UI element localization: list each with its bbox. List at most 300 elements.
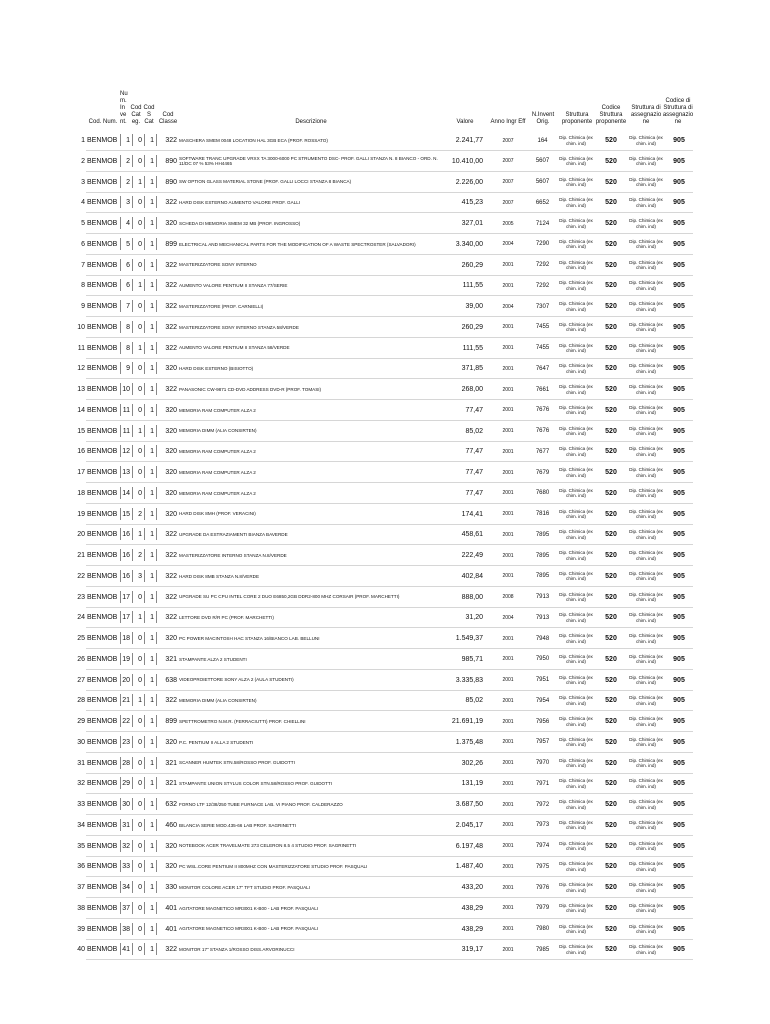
codice-struttura-cell: 520 <box>605 489 617 497</box>
struttura-assegnazione-cell: Dip. Chimica (ex chim. ind) <box>629 674 663 685</box>
codice-assegnazione-cell: 905 <box>673 344 685 352</box>
n-invent-orig-cell: 7661 <box>535 386 550 393</box>
cell-border <box>156 902 157 914</box>
cell-border <box>120 611 121 623</box>
codice-assegnazione-cell: 905 <box>673 303 685 310</box>
cod-classe-cell: 320 <box>165 489 177 497</box>
codice-assegnazione-cell: 905 <box>673 323 685 331</box>
row-number: 30 <box>77 738 85 746</box>
cod-sottocategoria-cell: 1 <box>150 821 154 829</box>
struttura-assegnazione-cell: Dip. Chimica (ex chim. ind) <box>629 819 663 831</box>
cell-border <box>156 881 157 893</box>
cell-border <box>120 383 121 395</box>
struttura-assegnazione-cell: Dip. Chimica (ex chim. ind) <box>629 197 663 208</box>
row-number: 23 <box>77 593 85 601</box>
cell-border <box>156 777 157 789</box>
cell-border <box>144 674 145 686</box>
valore-cell: 2.045,17 <box>455 821 483 829</box>
cell-border <box>120 674 121 686</box>
struttura-proponente-cell: Dip. Chimica (ex chim. ind) <box>559 301 593 312</box>
num-inventario-cell: 16 <box>122 572 130 580</box>
valore-cell: 21.691,19 <box>451 718 483 725</box>
cod-num-cell: BENMOB <box>87 137 118 144</box>
anno-cell: 2004 <box>502 614 514 621</box>
codice-assegnazione-cell: 905 <box>673 448 685 456</box>
cod-categoria-cell: 0 <box>138 365 142 373</box>
table-row <box>0 670 770 691</box>
struttura-proponente-cell: Dip. Chimica (ex chim. ind) <box>559 384 593 395</box>
cell-border <box>120 487 121 499</box>
codice-struttura-cell: 520 <box>605 199 617 207</box>
cod-sottocategoria-cell: 1 <box>150 780 154 788</box>
valore-cell: 77,47 <box>465 448 483 456</box>
table-row <box>0 483 770 504</box>
table-row <box>0 898 770 919</box>
struttura-assegnazione-cell: Dip. Chimica (ex chim. ind) <box>629 757 663 768</box>
cod-num-cell: BENMOB <box>87 386 118 393</box>
row-number: 19 <box>77 510 85 518</box>
struttura-proponente-cell: Dip. Chimica (ex chim. ind) <box>559 467 593 478</box>
struttura-proponente-cell: Dip. Chimica (ex chim. ind) <box>559 736 593 748</box>
descrizione-cell: MEMORIA RAM COMPUTER ALZA 2 <box>179 407 256 413</box>
row-number: 20 <box>77 531 85 539</box>
n-invent-orig-cell: 7985 <box>535 946 550 953</box>
cell-border <box>144 819 145 831</box>
anno-cell: 2004 <box>502 303 514 310</box>
cell-border <box>144 798 145 810</box>
cod-sottocategoria-cell: 1 <box>150 406 154 414</box>
cell-border <box>144 342 145 354</box>
cell-border <box>132 487 133 499</box>
cell-border <box>156 176 157 188</box>
valore-cell: 2.226,00 <box>455 178 483 186</box>
cell-border <box>132 508 133 520</box>
anno-cell: 2001 <box>502 490 514 497</box>
cell-border <box>120 798 121 810</box>
valore-cell: 111,55 <box>462 344 483 352</box>
row-number: 5 <box>81 220 85 227</box>
cell-border <box>132 632 133 644</box>
valore-cell: 3.340,00 <box>455 240 483 248</box>
table-row <box>0 275 770 296</box>
anno-cell: 2005 <box>502 220 514 227</box>
codice-struttura-cell: 520 <box>605 842 617 850</box>
cell-border <box>120 196 121 208</box>
num-inventario-cell: 8 <box>126 323 130 331</box>
cell-border <box>144 425 145 437</box>
codice-struttura-cell: 520 <box>605 759 617 767</box>
valore-cell: 77,47 <box>465 489 483 497</box>
n-invent-orig-cell: 7895 <box>535 573 550 580</box>
row-number: 40 <box>77 946 85 954</box>
struttura-proponente-cell: Dip. Chimica (ex chim. ind) <box>559 487 593 499</box>
cell-border <box>144 694 145 706</box>
cod-categoria-cell: 1 <box>138 178 142 186</box>
codice-struttura-cell: 520 <box>605 303 617 310</box>
anno-cell: 2001 <box>502 573 514 580</box>
table-row <box>0 794 770 815</box>
codice-assegnazione-cell: 905 <box>673 157 685 165</box>
cell-border <box>132 570 133 582</box>
cod-num-cell: BENMOB <box>87 427 118 435</box>
cod-classe-cell: 322 <box>165 593 177 601</box>
descrizione-cell: STAMPANTE UNION STYLUS COLOR STN.58/ROSSO PROF. GUIDOTTI <box>179 781 332 786</box>
num-inventario-cell: 16 <box>122 552 130 559</box>
codice-struttura-cell: 520 <box>605 780 617 788</box>
row-number: 18 <box>77 489 85 497</box>
struttura-proponente-cell: Dip. Chimica (ex chim. ind) <box>559 363 593 374</box>
table-row <box>0 400 770 421</box>
num-inventario-cell: 28 <box>122 759 130 767</box>
n-invent-orig-cell: 7980 <box>535 926 550 932</box>
row-number: 37 <box>77 884 85 891</box>
n-invent-orig-cell: 7124 <box>535 220 550 227</box>
struttura-assegnazione-cell: Dip. Chimica (ex chim. ind) <box>629 902 663 914</box>
table-row <box>0 649 770 670</box>
valore-cell: 111,55 <box>462 282 483 290</box>
n-invent-orig-cell: 7950 <box>535 656 550 663</box>
row-number: 7 <box>81 261 85 269</box>
num-inventario-cell: 4 <box>126 220 130 227</box>
num-inventario-cell: 33 <box>122 863 130 871</box>
num-inventario-cell: 9 <box>126 365 130 373</box>
cod-categoria-cell: 0 <box>138 157 142 165</box>
num-inventario-cell: 5 <box>126 240 130 248</box>
n-invent-orig-cell: 5607 <box>535 179 550 185</box>
table-row <box>0 421 770 442</box>
valore-cell: 438,29 <box>461 904 483 912</box>
row-number: 29 <box>77 718 85 725</box>
struttura-proponente-cell: Dip. Chimica (ex chim. ind) <box>559 633 593 644</box>
cell-border <box>120 342 121 354</box>
codice-struttura-cell: 520 <box>605 137 617 144</box>
struttura-assegnazione-cell: Dip. Chimica (ex chim. ind) <box>629 695 663 706</box>
cell-border <box>132 383 133 395</box>
cell-border <box>156 155 157 167</box>
valore-cell: 2.241,77 <box>455 137 483 144</box>
cell-border <box>120 259 121 271</box>
cod-num-cell: BENMOB <box>87 655 118 663</box>
cell-border <box>156 134 157 146</box>
cod-classe-cell: 322 <box>165 386 177 393</box>
descrizione-cell: SPETTROMETRO N.M.R. (FERRACIUTTI) PROF. CHIELLINI <box>179 718 306 724</box>
cod-categoria-cell: 0 <box>138 718 142 725</box>
cell-border <box>132 217 133 229</box>
header-codice-assegnazione: Codice di Struttura di assegnazio ne <box>662 98 694 125</box>
cod-categoria-cell: 0 <box>138 469 142 476</box>
row-number: 10 <box>77 323 85 331</box>
anno-cell: 2001 <box>502 345 514 351</box>
codice-assegnazione-cell: 905 <box>673 904 685 912</box>
table-row <box>0 753 770 774</box>
anno-cell: 2001 <box>502 511 514 517</box>
num-inventario-cell: 12 <box>122 448 130 456</box>
cell-border <box>120 902 121 914</box>
cell-border <box>156 487 157 499</box>
codice-assegnazione-cell: 905 <box>673 510 685 518</box>
codice-struttura-cell: 520 <box>605 448 617 456</box>
valore-cell: 260,29 <box>461 261 483 269</box>
cod-num-cell: BENMOB <box>87 904 118 912</box>
struttura-assegnazione-cell: Dip. Chimica (ex chim. ind) <box>629 799 663 810</box>
cod-num-cell: BENMOB <box>87 323 118 331</box>
descrizione-cell: PANASONIC CW-9871 CD-DVD ADDRESS DVD-R (PROF. TOMASI) <box>179 386 322 392</box>
table-row <box>0 130 770 151</box>
codice-struttura-cell: 520 <box>605 904 617 912</box>
codice-assegnazione-cell: 905 <box>673 531 685 539</box>
n-invent-orig-cell: 5607 <box>535 158 550 165</box>
codice-struttura-cell: 520 <box>605 738 617 746</box>
num-inventario-cell: 31 <box>122 821 130 829</box>
cell-border <box>132 798 133 810</box>
num-inventario-cell: 7 <box>126 303 130 310</box>
cell-border <box>132 840 133 852</box>
descrizione-cell: ELECTRICAL AND MECHANICAL PARTS FOR THE MODIFICATION OF A WASTE SPECTROSTER (SALVADORI) <box>179 241 416 247</box>
cod-num-cell: BENMOB <box>87 552 118 559</box>
n-invent-orig-cell: 7647 <box>535 365 550 372</box>
struttura-proponente-cell: Dip. Chimica (ex chim. ind) <box>559 446 593 457</box>
cod-classe-cell: 322 <box>165 303 177 310</box>
cell-border <box>144 321 145 333</box>
cod-num-cell: BENMOB <box>87 220 118 227</box>
codice-struttura-cell: 520 <box>605 635 617 642</box>
descrizione-cell: LETTORE DVD R/R PC (PROF. MARCHETTI) <box>179 615 274 620</box>
cell-border <box>120 736 121 748</box>
n-invent-orig-cell: 7970 <box>535 760 550 766</box>
cod-classe-cell: 320 <box>165 842 177 850</box>
cod-num-cell: BENMOB <box>87 365 118 373</box>
cell-border <box>144 570 145 582</box>
cell-border <box>120 528 121 540</box>
header-cod-categoria: Cod Cat eg. <box>130 105 142 125</box>
cod-sottocategoria-cell: 1 <box>150 178 154 186</box>
cell-border <box>156 923 157 935</box>
anno-cell: 2001 <box>502 905 514 912</box>
valore-cell: 10.410,00 <box>451 157 483 165</box>
cod-sottocategoria-cell: 1 <box>150 925 154 933</box>
cod-categoria-cell: 1 <box>138 614 142 622</box>
cell-border <box>120 923 121 935</box>
struttura-proponente-cell: Dip. Chimica (ex chim. ind) <box>559 819 593 831</box>
codice-assegnazione-cell: 905 <box>673 469 685 476</box>
struttura-assegnazione-cell: Dip. Chimica (ex chim. ind) <box>629 259 663 270</box>
codice-struttura-cell: 520 <box>605 344 617 352</box>
cell-border <box>120 570 121 582</box>
n-invent-orig-cell: 7975 <box>535 863 550 870</box>
codice-struttura-cell: 520 <box>605 946 617 954</box>
cell-border <box>120 445 121 457</box>
struttura-proponente-cell: Dip. Chimica (ex chim. ind) <box>559 135 593 146</box>
struttura-proponente-cell: Dip. Chimica (ex chim. ind) <box>559 695 593 706</box>
cod-sottocategoria-cell: 1 <box>150 448 154 456</box>
struttura-assegnazione-cell: Dip. Chimica (ex chim. ind) <box>629 612 663 623</box>
cod-sottocategoria-cell: 1 <box>150 427 154 435</box>
cell-border <box>144 238 145 250</box>
anno-cell: 2001 <box>502 635 514 642</box>
codice-assegnazione-cell: 905 <box>673 655 685 663</box>
table-row <box>0 939 770 960</box>
cod-classe-cell: 320 <box>165 427 177 435</box>
cod-classe-cell: 321 <box>165 780 177 788</box>
num-inventario-cell: 17 <box>122 593 130 601</box>
cell-border <box>132 259 133 271</box>
cod-sottocategoria-cell: 1 <box>150 842 154 850</box>
cell-border <box>120 217 121 229</box>
codice-struttura-cell: 520 <box>605 572 617 580</box>
row-number: 9 <box>81 303 85 310</box>
cod-classe-cell: 320 <box>165 510 177 518</box>
cell-border <box>120 549 121 561</box>
cod-sottocategoria-cell: 1 <box>150 323 154 331</box>
anno-cell: 2001 <box>502 718 514 725</box>
num-inventario-cell: 8 <box>126 344 130 352</box>
anno-cell: 2001 <box>502 448 514 455</box>
cell-border <box>156 632 157 644</box>
cod-num-cell: BENMOB <box>87 946 118 954</box>
anno-cell: 2001 <box>502 656 514 663</box>
struttura-assegnazione-cell: Dip. Chimica (ex chim. ind) <box>629 550 663 561</box>
codice-assegnazione-cell: 905 <box>673 842 685 850</box>
cod-categoria-cell: 3 <box>138 572 142 580</box>
cod-num-cell: BENMOB <box>87 635 118 642</box>
cod-num-cell: BENMOB <box>87 718 118 725</box>
n-invent-orig-cell: 7292 <box>535 262 550 268</box>
table-row <box>0 919 770 940</box>
struttura-proponente-cell: Dip. Chimica (ex chim. ind) <box>559 778 593 789</box>
cod-sottocategoria-cell: 1 <box>150 593 154 601</box>
cell-border <box>120 777 121 789</box>
num-inventario-cell: 10 <box>122 386 130 393</box>
cell-border <box>132 591 133 603</box>
codice-assegnazione-cell: 905 <box>673 261 685 269</box>
cell-border <box>120 300 121 312</box>
codice-assegnazione-cell: 905 <box>673 240 685 248</box>
cod-categoria-cell: 1 <box>138 427 142 435</box>
row-number: 15 <box>77 427 85 435</box>
valore-cell: 3.335,83 <box>455 676 483 684</box>
table-row <box>0 213 770 234</box>
cell-border <box>132 528 133 540</box>
codice-assegnazione-cell: 905 <box>673 801 685 808</box>
cell-border <box>132 902 133 914</box>
cod-sottocategoria-cell: 1 <box>150 489 154 497</box>
codice-assegnazione-cell: 905 <box>673 635 685 642</box>
valore-cell: 77,47 <box>465 469 483 476</box>
anno-cell: 2004 <box>502 241 514 248</box>
cell-border <box>120 632 121 644</box>
cell-border <box>156 528 157 540</box>
codice-struttura-cell: 520 <box>605 676 617 684</box>
table-row <box>0 856 770 877</box>
cod-categoria-cell: 1 <box>138 282 142 290</box>
anno-cell: 2001 <box>502 946 514 953</box>
cod-classe-cell: 460 <box>165 821 177 829</box>
row-number: 36 <box>77 863 85 871</box>
cod-num-cell: BENMOB <box>87 738 118 746</box>
cod-sottocategoria-cell: 1 <box>150 344 154 352</box>
codice-assegnazione-cell: 905 <box>673 386 685 393</box>
cod-categoria-cell: 0 <box>138 406 142 414</box>
descrizione-cell: PC POWER MACINTOSH HAC STANZA 16/BIANCO LAB. BELLUNI <box>179 635 320 641</box>
cell-border <box>120 840 121 852</box>
cod-sottocategoria-cell: 1 <box>150 261 154 269</box>
row-number: 38 <box>77 904 85 912</box>
cod-sottocategoria-cell: 1 <box>150 199 154 207</box>
valore-cell: 415,23 <box>461 199 483 207</box>
cod-classe-cell: 401 <box>165 904 177 912</box>
table-row <box>0 690 770 711</box>
struttura-proponente-cell: Dip. Chimica (ex chim. ind) <box>559 155 593 167</box>
table-row <box>0 628 770 649</box>
codice-struttura-cell: 520 <box>605 552 617 559</box>
descrizione-cell: UPGRADE SU PC CPU INTEL CORE 2 DUO E6850,2GB DDR2-800 MHZ CORSAIR (PROF. MARCHETTI) <box>179 594 400 600</box>
header-cod-classe: Cod Classe <box>158 112 178 125</box>
row-divider <box>86 959 693 960</box>
valore-cell: 77,47 <box>465 406 483 414</box>
cod-categoria-cell: 0 <box>138 261 142 269</box>
cod-num-cell: BENMOB <box>87 178 118 186</box>
descrizione-cell: MONITOR COLORE ACER 17" TFT STUDIO PROF. PASQUALI <box>179 884 310 890</box>
struttura-proponente-cell: Dip. Chimica (ex chim. ind) <box>559 757 593 768</box>
table-row <box>0 607 770 628</box>
cell-border <box>132 860 133 872</box>
descrizione-cell: HARD DISK ESTERNO (BISIOTTO) <box>179 366 254 371</box>
descrizione-cell: MASTERIZZATORE INTERNO STANZA N.8/VERDE <box>179 552 287 558</box>
row-number: 25 <box>77 635 85 642</box>
cell-border <box>156 757 157 769</box>
cod-classe-cell: 321 <box>165 655 177 663</box>
codice-assegnazione-cell: 905 <box>673 780 685 788</box>
row-number: 1 <box>81 137 85 144</box>
cod-sottocategoria-cell: 1 <box>150 884 154 891</box>
codice-struttura-cell: 520 <box>605 220 617 227</box>
cell-border <box>132 238 133 250</box>
cell-border <box>132 321 133 333</box>
cod-sottocategoria-cell: 1 <box>150 469 154 476</box>
cod-classe-cell: 899 <box>165 240 177 248</box>
struttura-proponente-cell: Dip. Chimica (ex chim. ind) <box>559 923 593 934</box>
cell-border <box>156 321 157 333</box>
table-row <box>0 566 770 587</box>
anno-cell: 2001 <box>502 822 514 829</box>
anno-cell: 2007 <box>502 179 514 185</box>
num-inventario-cell: 29 <box>122 780 130 788</box>
codice-assegnazione-cell: 905 <box>673 614 685 622</box>
descrizione-cell: SW OPTION GLASS MATERIAL STONE (PROF. GALLI LOCCI STANZA 8 BIANCA) <box>179 179 352 185</box>
cod-sottocategoria-cell: 1 <box>150 801 154 808</box>
cod-classe-cell: 320 <box>165 738 177 746</box>
cell-border <box>156 300 157 312</box>
cod-categoria-cell: 0 <box>138 759 142 767</box>
cell-border <box>156 445 157 457</box>
cell-border <box>132 466 133 478</box>
num-inventario-cell: 38 <box>122 925 130 933</box>
descrizione-cell: AUMENTO VALORE PENTIUM II STANZA 77/SERIE <box>179 283 288 288</box>
struttura-assegnazione-cell: Dip. Chimica (ex chim. ind) <box>629 218 663 229</box>
cell-border <box>132 196 133 208</box>
struttura-proponente-cell: Dip. Chimica (ex chim. ind) <box>559 176 593 187</box>
struttura-proponente-cell: Dip. Chimica (ex chim. ind) <box>559 612 593 623</box>
struttura-assegnazione-cell: Dip. Chimica (ex chim. ind) <box>629 508 663 519</box>
codice-assegnazione-cell: 905 <box>673 406 685 414</box>
struttura-assegnazione-cell: Dip. Chimica (ex chim. ind) <box>629 861 663 872</box>
cell-border <box>132 923 133 935</box>
table-row <box>0 172 770 193</box>
codice-struttura-cell: 520 <box>605 178 617 186</box>
cell-border <box>132 715 133 727</box>
n-invent-orig-cell: 7679 <box>535 469 550 476</box>
struttura-assegnazione-cell: Dip. Chimica (ex chim. ind) <box>629 404 663 416</box>
